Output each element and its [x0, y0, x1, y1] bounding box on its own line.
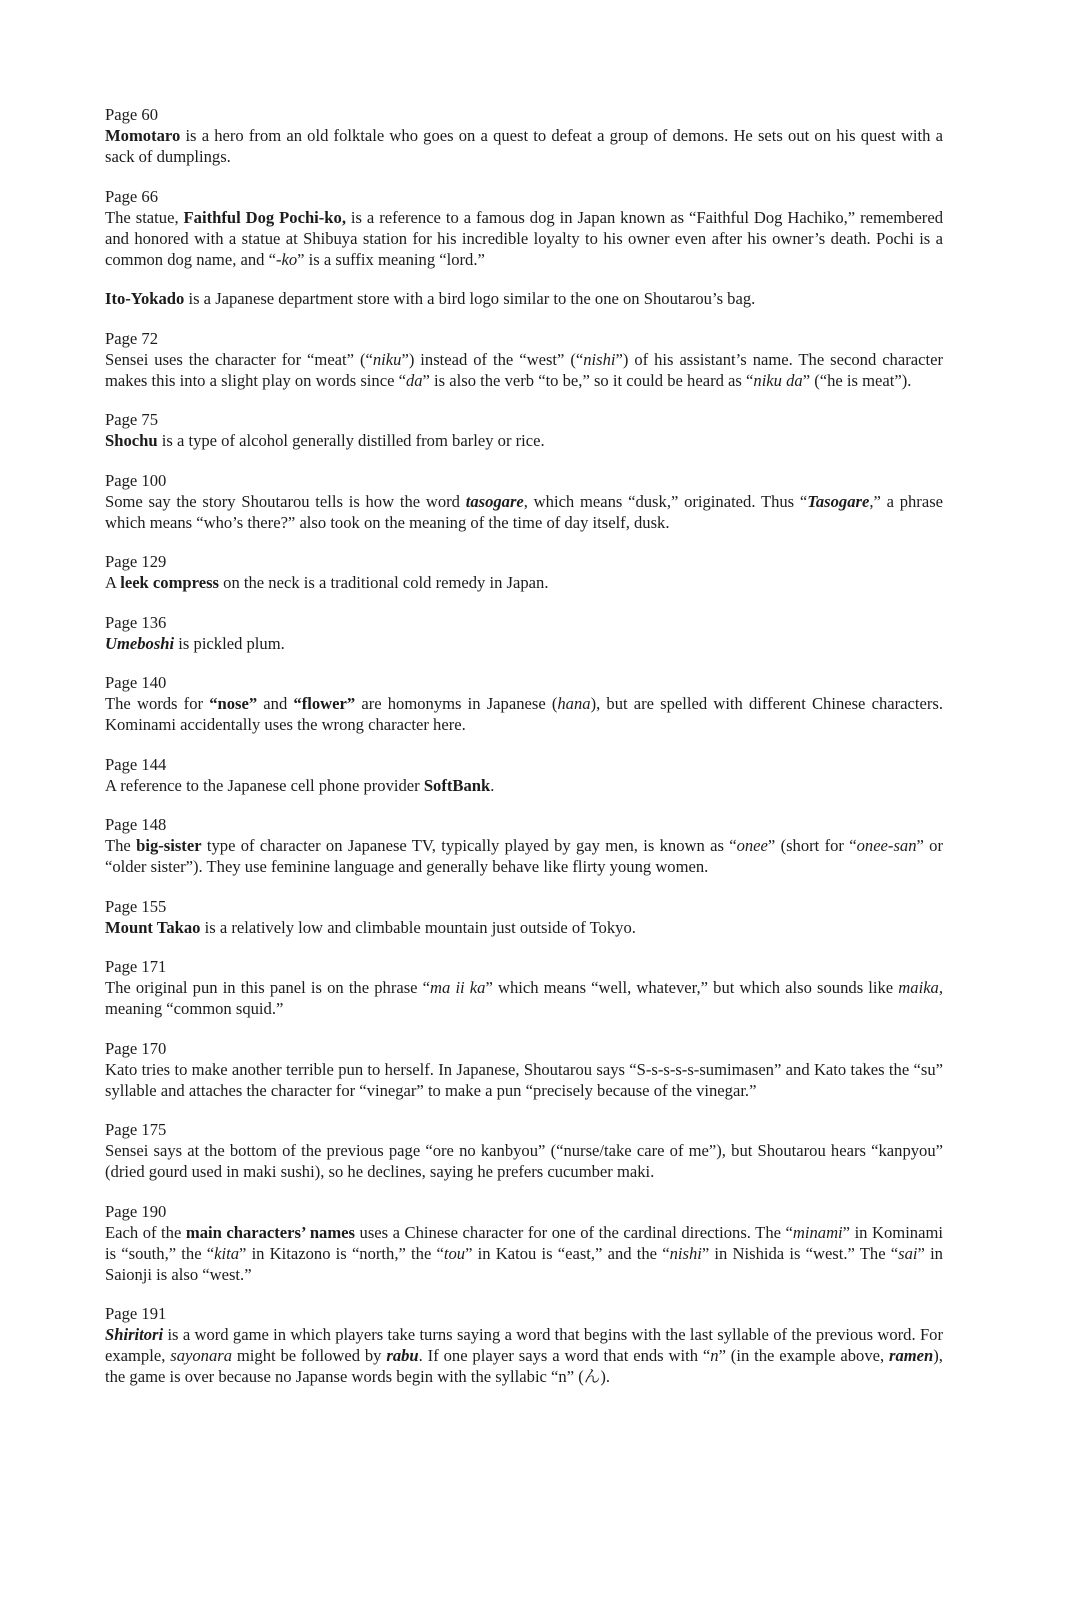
text-run: ” in Kominami is “south,” the “ — [105, 1222, 943, 1263]
text-run: ” which means “well, whatever,” but which also sounds like — [485, 978, 899, 997]
text-run: are homonyms in Japanese ( — [355, 694, 558, 713]
text-run: Sensei says at the bottom of the previous page “ore no kanbyou” (“nurse/take care of me”), but Shoutarou hears “kanpyou” (dried gourd used in maki sushi), so he declines, saying he prefers cucumber maki. — [105, 1141, 943, 1181]
term-italic: minami — [792, 1222, 843, 1242]
text-run: The statue, — [105, 207, 184, 227]
term-italic: sayonara — [170, 1346, 232, 1365]
text-run: ” in Kitazono is “north,” the “ — [239, 1243, 444, 1263]
note-text — [105, 1324, 943, 1387]
term-italic: -ko — [275, 249, 298, 269]
page-reference: Page 66 — [105, 186, 158, 206]
term-emphasis — [889, 1346, 933, 1365]
text-run: ” is also the verb “to be,” so it could be heard as “ — [422, 370, 754, 390]
page-reference: Page 72 — [105, 328, 158, 348]
text-run: The original pun in this panel is on the phrase “ — [105, 978, 431, 997]
term-emphasis — [807, 492, 869, 511]
text-run: . If one player says a word that ends with “ — [418, 1346, 711, 1365]
term-bold: Ito-Yokado — [105, 289, 185, 308]
term-bold-italic: rabu — [386, 1346, 419, 1365]
text-run: ), the game is over because no Japanse words begin with the syllabic “n” (ん). — [105, 1346, 943, 1386]
page-reference: Page 170 — [105, 1038, 167, 1058]
text-run: is a type of alcohol generally distilled from barley or rice. — [157, 431, 545, 450]
text-run: and — [257, 694, 294, 713]
text-run: Kato tries to make another terrible pun to herself. In Japanese, Shoutarou says “S-s-s-s-s-sumimasen” and Kato takes the “su” syllable and attaches the character for “vinegar” to make a pun “precisely because of the vinegar.” — [105, 1059, 943, 1100]
text-run: The — [105, 836, 137, 855]
note-section — [105, 814, 943, 877]
page-reference: Page 129 — [105, 552, 167, 571]
term-bold: main characters’ names — [185, 1222, 355, 1242]
text-run: ”) of his assistant’s name. The second character makes this into a slight play on words since “ — [105, 349, 943, 390]
text-run: . — [490, 775, 495, 795]
note-section — [105, 1119, 943, 1182]
text-run: A reference to the Japanese cell phone provider — [105, 775, 424, 795]
term-emphasis — [466, 492, 524, 511]
page-reference: Page 175 — [105, 1120, 167, 1139]
note-text — [105, 633, 943, 654]
term-bold: big-sister — [136, 836, 202, 855]
text-run: ”) instead of the “west” (“ — [401, 349, 584, 369]
note-section — [105, 754, 943, 796]
term-emphasis — [105, 634, 174, 653]
page-reference: Page 148 — [105, 815, 167, 834]
text-run: is a Japanese department store with a bird logo similar to the one on Shoutarou’s bag. — [184, 289, 756, 308]
page-reference: Page 190 — [105, 1201, 167, 1221]
text-run: might be followed by — [232, 1346, 387, 1365]
term-italic: tou — [443, 1243, 466, 1263]
text-run: The words for — [105, 694, 210, 713]
term-italic: n — [710, 1346, 719, 1365]
note-text — [105, 288, 943, 309]
page-reference: Page 136 — [105, 612, 167, 632]
note-text — [105, 572, 943, 593]
text-run: , which means “dusk,” originated. Thus “ — [523, 491, 808, 511]
page-reference: Page 140 — [105, 673, 167, 692]
note-section — [105, 1303, 943, 1387]
term-bold: “flower” — [293, 694, 356, 713]
term-italic: onee — [736, 836, 768, 855]
note-section — [105, 956, 943, 1019]
page-reference: Page 171 — [105, 957, 167, 976]
term-italic: nishi — [669, 1243, 702, 1263]
note-section — [105, 551, 943, 593]
term-italic: maika, — [898, 978, 943, 997]
page-reference: Page 155 — [105, 896, 167, 916]
text-run: uses a Chinese character for one of the cardinal directions. The “ — [355, 1222, 793, 1242]
text-run: is a reference to a famous dog in Japan known as “Faithful Dog Hachiko,” remembered and honored with a statue at Shibuya station for his incredible loyalty to his owner even after his owner’s death. Pochi is a common dog name, and “ — [105, 207, 943, 269]
translation-notes — [105, 104, 943, 1406]
term-italic: niku da — [753, 370, 803, 390]
text-run: ” (“he is meat”). — [802, 370, 912, 390]
note-section — [105, 104, 943, 167]
note-text — [105, 1222, 943, 1285]
text-run: ” is a suffix meaning “lord.” — [297, 249, 485, 269]
text-run: is a hero from an old folktale who goes on a quest to defeat a group of demons. He sets out on his quest with a sack of dumplings. — [105, 126, 943, 166]
note-text — [105, 977, 943, 1019]
term-bold-italic: Umeboshi — [105, 633, 175, 653]
term-bold: “nose” — [209, 694, 258, 713]
text-run: ” in Katou is “east,” and the “ — [465, 1243, 670, 1263]
text-run: is pickled plum. — [174, 633, 285, 653]
text-run: ” or “older sister”). They use feminine language and generally behave like flirty young women. — [105, 836, 943, 876]
page-reference: Page 75 — [105, 410, 158, 429]
term-bold: SoftBank — [423, 775, 491, 795]
text-run: ” (short for “ — [767, 836, 857, 855]
note-text — [105, 207, 943, 270]
note-section — [105, 1201, 943, 1285]
term-bold: Momotaro — [105, 126, 181, 145]
term-bold-italic: Shiritori — [105, 1325, 164, 1344]
note-text — [105, 430, 943, 451]
note-text — [105, 775, 943, 796]
text-run: is a relatively low and climbable mountain just outside of Tokyo. — [200, 917, 636, 937]
note-text — [105, 917, 943, 938]
note-section — [105, 409, 943, 451]
term-italic: hana — [557, 694, 591, 713]
text-run: is a word game in which players take turns saying a word that begins with the last syllable of the previous word. For example, — [105, 1325, 943, 1365]
note-section — [105, 470, 943, 533]
text-run: meaning “common squid.” — [105, 999, 284, 1018]
text-run: type of character on Japanese TV, typically played by gay men, is known as “ — [201, 836, 737, 855]
note-section — [105, 672, 943, 735]
text-run: Each of the — [105, 1222, 186, 1242]
text-run: ,” a phrase which means “who’s there?” also took on the meaning of the time of day itself, dusk. — [105, 491, 944, 532]
term-italic: onee-san — [856, 836, 917, 855]
page-reference: Page 60 — [105, 105, 158, 124]
note-section — [105, 612, 943, 654]
term-italic: kita — [214, 1243, 240, 1263]
term-bold: leek compress — [120, 573, 219, 592]
term-bold-italic: ramen — [889, 1346, 934, 1365]
note-text — [105, 125, 943, 167]
note-section — [105, 328, 943, 391]
note-text — [105, 349, 943, 391]
note-section — [105, 186, 943, 310]
term-emphasis — [386, 1346, 418, 1365]
note-section — [105, 896, 943, 938]
note-text — [105, 491, 943, 533]
note-text — [105, 693, 943, 735]
term-italic: da — [405, 370, 423, 390]
term-bold: Shochu — [105, 431, 158, 450]
text-run: ” in Saionji is also “west.” — [105, 1243, 943, 1284]
note-text — [105, 1140, 943, 1182]
text-run: ), but are spelled with different Chinese characters. Kominami accidentally uses the wrong character here. — [105, 694, 943, 734]
text-run: A — [105, 573, 121, 592]
term-italic: niku — [372, 349, 402, 369]
note-section — [105, 1038, 943, 1101]
text-run: Sensei uses the character for “meat” (“ — [105, 349, 373, 369]
term-bold: Mount Takao — [105, 917, 201, 937]
page-reference: Page 191 — [105, 1304, 167, 1323]
term-italic: ma ii ka — [430, 978, 486, 997]
page-reference: Page 144 — [105, 754, 167, 774]
term-bold-italic: tasogare — [465, 491, 524, 511]
text-run: ” (in the example above, — [718, 1346, 890, 1365]
term-bold: Faithful Dog Pochi-ko, — [183, 207, 346, 227]
page-reference: Page 100 — [105, 470, 167, 490]
text-run: Some say the story Shoutarou tells is how the word — [105, 491, 466, 511]
term-bold-italic: Tasogare — [807, 491, 870, 511]
term-italic: sai — [898, 1243, 918, 1263]
text-run: on the neck is a traditional cold remedy in Japan. — [219, 573, 549, 592]
text-run: ” in Nishida is “west.” The “ — [701, 1243, 899, 1263]
note-text — [105, 835, 943, 877]
term-italic: nishi — [583, 349, 616, 369]
term-emphasis — [105, 1325, 163, 1344]
note-text — [105, 1059, 943, 1101]
